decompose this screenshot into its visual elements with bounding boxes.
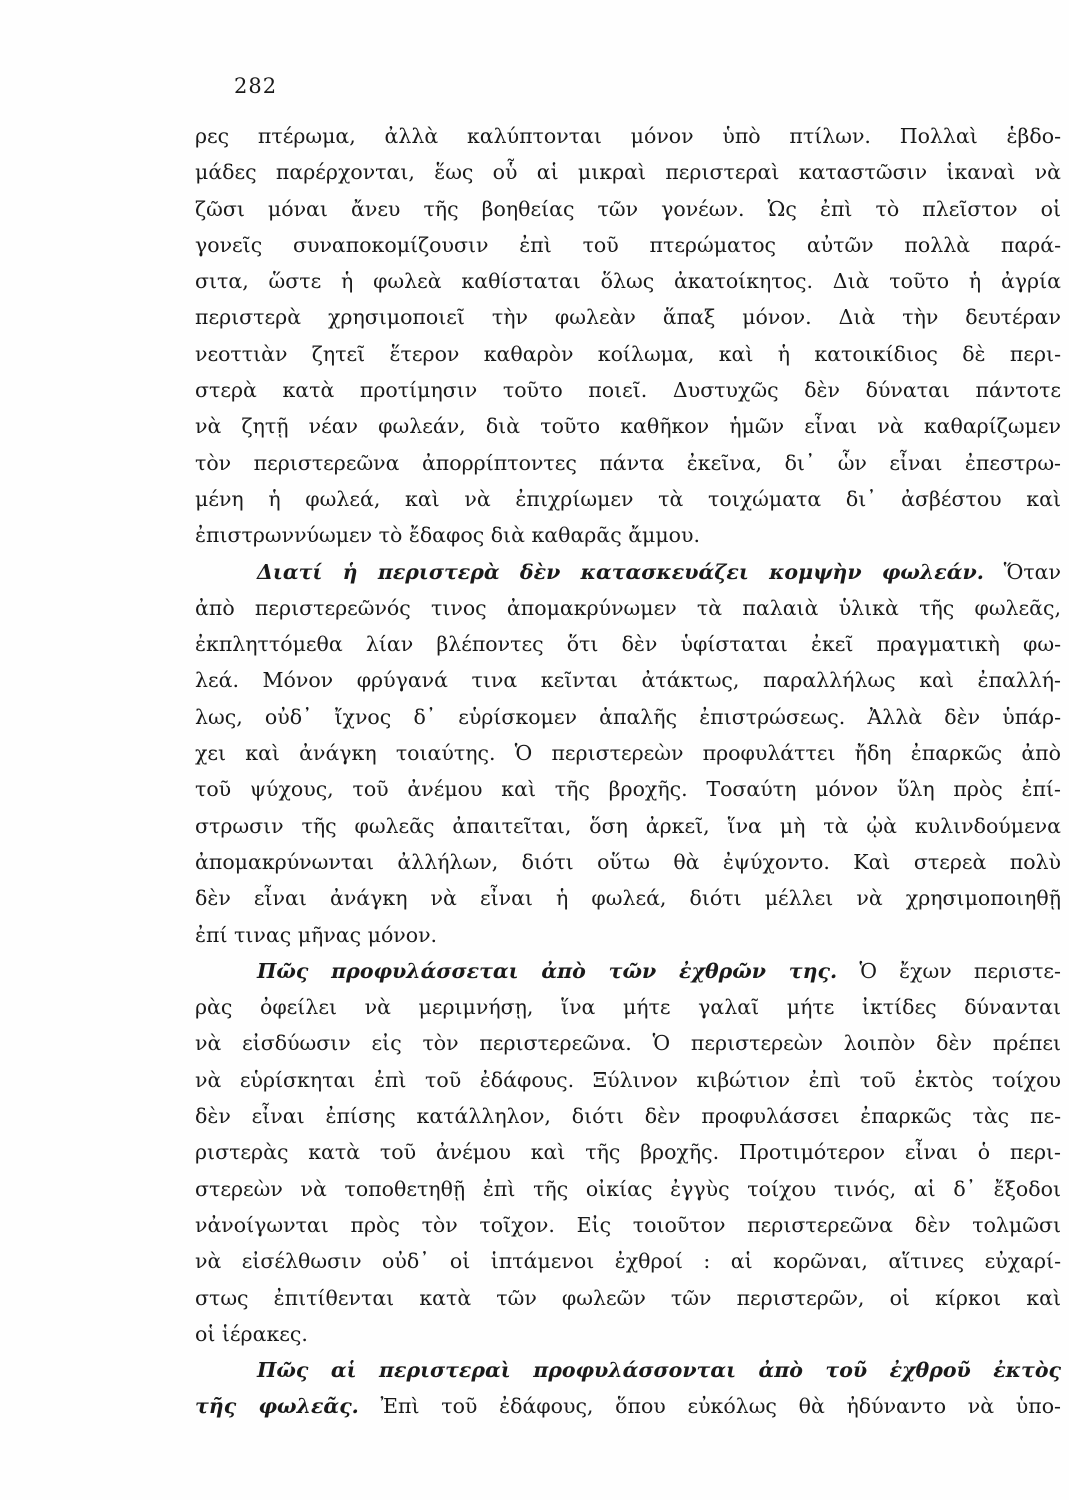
text-run: Ὁ ἔχων περιστε- bbox=[859, 958, 1061, 983]
text-line: οἱ ἱέρακες. bbox=[195, 1321, 308, 1346]
text-line: δὲν εἶναι ἐπίσης κατάλληλον, διότι δὲν προφυλάσσει ἐπαρκῶς τὰς πε- bbox=[195, 1104, 1061, 1129]
text-line: μάδες παρέρχονται, ἕως οὗ αἱ μικραὶ περιστεραὶ καταστῶσιν ἱκαναὶ νὰ bbox=[195, 160, 1061, 185]
text-line: νὰ εἰσέλθωσιν οὐδ᾽ οἱ ἱπτάμενοι ἐχθροί : αἱ κορῶναι, αἵτινες εὐχαρί- bbox=[195, 1249, 1061, 1274]
text-line: χει καὶ ἀνάγκη τοιαύτης. Ὁ περιστερεὼν προφυλάττει ἤδη ἐπαρκῶς ἀπὸ bbox=[195, 741, 1061, 766]
text-line: ἀπομακρύνωνται ἀλλήλων, διότι οὕτω θὰ ἐψύχοντο. Καὶ στερεὰ πολὺ bbox=[195, 849, 1061, 874]
text-line: δὲν εἶναι ἀνάγκη νὰ εἶναι ἡ φωλεά, διότι μέλλει νὰ χρησιμοποιηθῇ bbox=[195, 886, 1061, 911]
section-heading-line bbox=[195, 554, 1061, 590]
section-heading: Πῶς αἱ περιστεραὶ προφυλάσσονται ἀπὸ τοῦ ἐχθροῦ ἐκτὸς bbox=[257, 1358, 1061, 1383]
text-line: λως, οὐδ᾽ ἴχνος δ᾽ εὑρίσκομεν ἁπαλῆς ἐπιστρώσεως. Ἀλλὰ δὲν ὑπάρ- bbox=[195, 704, 1061, 729]
text-line: ρες πτέρωμα, ἀλλὰ καλύπτονται μόνον ὑπὸ πτίλων. Πολλαὶ ἑβδο- bbox=[195, 124, 1061, 148]
text-line: στρωσιν τῆς φωλεᾶς ἀπαιτεῖται, ὅση ἀρκεῖ, ἵνα μὴ τὰ ᾠὰ κυλινδούμενα bbox=[195, 813, 1061, 838]
text-line: τοῦ ψύχους, τοῦ ἀνέμου καὶ τῆς βροχῆς. Τοσαύτη μόνον ὕλη πρὸς ἐπί- bbox=[195, 777, 1061, 802]
text-line: νἀνοίγωνται πρὸς τὸν τοῖχον. Εἰς τοιοῦτον περιστερεῶνα δὲν τολμῶσι bbox=[195, 1212, 1061, 1237]
text-line: ζῶσι μόναι ἄνευ τῆς βοηθείας τῶν γονέων. Ὡς ἐπὶ τὸ πλεῖστον οἱ bbox=[195, 196, 1061, 221]
text-line: νὰ εἰσδύωσιν εἰς τὸν περιστερεῶνα. Ὁ περιστερεὼν λοιπὸν δὲν πρέπει bbox=[195, 1031, 1061, 1056]
text-line: μένη ἡ φωλεά, καὶ νὰ ἐπιχρίωμεν τὰ τοιχώματα δι᾽ ἀσβέστου καὶ bbox=[195, 486, 1061, 511]
section-heading-line bbox=[195, 1388, 1061, 1424]
text-run: Ἐπὶ τοῦ ἐδάφους, ὅπου εὐκόλως θὰ ἠδύναντο νὰ ὑπο- bbox=[380, 1394, 1061, 1419]
text-line: στερεὼν νὰ τοποθετηθῇ ἐπὶ τῆς οἰκίας ἐγγὺς τοίχου τινός, αἱ δ᾽ ἔξοδοι bbox=[195, 1176, 1061, 1201]
text-line: ἐπιστρωννύωμεν τὸ ἔδαφος διὰ καθαρᾶς ἄμμου. bbox=[195, 523, 701, 548]
text-line: σιτα, ὥστε ἡ φωλεὰ καθίσταται ὅλως ἀκατοίκητος. Διὰ τοῦτο ἡ ἀγρία bbox=[195, 269, 1061, 294]
text-line: ἐκπληττόμεθα λίαν βλέποντες ὅτι δὲν ὑφίσταται ἐκεῖ πραγματικὴ φω- bbox=[195, 632, 1061, 657]
text-line: νὰ ζητῇ νέαν φωλεάν, διὰ τοῦτο καθῆκον ἡμῶν εἶναι νὰ καθαρίζωμεν bbox=[195, 414, 1061, 439]
section-heading: Πῶς προφυλάσσεται ἀπὸ τῶν ἐχθρῶν της. bbox=[257, 958, 838, 983]
text-line: νὰ εὑρίσκηται ἐπὶ τοῦ ἐδάφους. Ξύλινον κιβώτιον ἐπὶ τοῦ ἐκτὸς τοίχου bbox=[195, 1067, 1061, 1092]
text-line: γονεῖς συναποκομίζουσιν ἐπὶ τοῦ πτερώματος αὐτῶν πολλὰ παρά- bbox=[195, 232, 1061, 257]
text-line: τὸν περιστερεῶνα ἀπορρίπτοντες πάντα ἐκεῖνα, δι᾽ ὧν εἶναι ἐπεστρω- bbox=[195, 450, 1061, 475]
section-heading-line bbox=[195, 1352, 1061, 1388]
text-line: περιστερὰ χρησιμοποιεῖ τὴν φωλεὰν ἅπαξ μόνον. Διὰ τὴν δευτέραν bbox=[195, 305, 1061, 330]
text-line: ρὰς ὀφείλει νὰ μεριμνήσῃ, ἵνα μήτε γαλαῖ μήτε ἰκτίδες δύνανται bbox=[195, 995, 1061, 1020]
text-line: στως ἐπιτίθενται κατὰ τῶν φωλεῶν τῶν περιστερῶν, οἱ κίρκοι καὶ bbox=[195, 1285, 1061, 1310]
text-line: στερὰ κατὰ προτίμησιν τοῦτο ποιεῖ. Δυστυχῶς δὲν δύναται πάντοτε bbox=[195, 378, 1061, 403]
section-heading-line bbox=[195, 953, 1061, 989]
section-heading: Διατί ἡ περιστερὰ δὲν κατασκευάζει κομψὴν φωλεάν. bbox=[257, 559, 984, 584]
text-line: λεά. Μόνον φρύγανά τινα κεῖνται ἀτάκτως, παραλλήλως καὶ ἐπαλλή- bbox=[195, 668, 1061, 693]
text-line: ριστερὰς κατὰ τοῦ ἀνέμου καὶ τῆς βροχῆς. Προτιμότερον εἶναι ὁ περι- bbox=[195, 1140, 1061, 1165]
body-text bbox=[195, 118, 1061, 1425]
text-run: Ὅταν bbox=[1003, 559, 1061, 584]
section-heading: τῆς φωλεᾶς. bbox=[195, 1394, 359, 1419]
page-number: 282 bbox=[234, 74, 278, 98]
text-line: ἐπί τινας μῆνας μόνον. bbox=[195, 922, 438, 947]
text-line: ἀπὸ περιστερεῶνός τινος ἀπομακρύνωμεν τὰ παλαιὰ ὑλικὰ τῆς φωλεᾶς, bbox=[195, 595, 1061, 620]
text-line: νεοττιὰν ζητεῖ ἕτερον καθαρὸν κοίλωμα, καὶ ἡ κατοικίδιος δὲ περι- bbox=[195, 341, 1061, 366]
